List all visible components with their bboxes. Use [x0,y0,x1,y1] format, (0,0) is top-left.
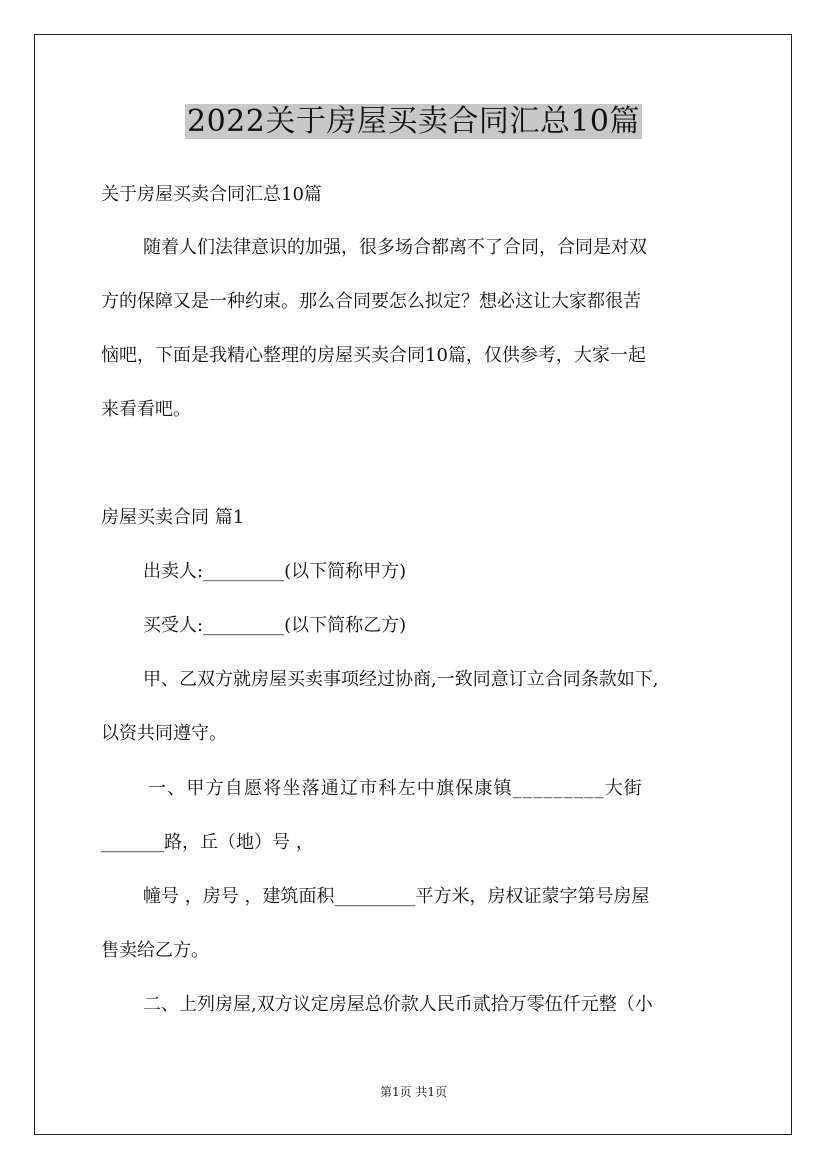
clause-two-line: 二、上列房屋,双方议定房屋总价款人民币贰拾万零伍仟元整（小 [143,994,653,1015]
paragraph-line: 以资共同遵守。 [101,723,227,744]
paragraph-line: 恼吧，下面是我精心整理的房屋买卖合同10篇，仅供参考，大家一起 [101,345,646,366]
seller-line: 出卖人:_________(以下简称甲方) [143,561,407,582]
document-title-row [0,100,827,144]
page-footer: 第1页 共1页 [379,1085,448,1099]
clause-one-line: 一、甲方自愿将坐落通辽市科左中旗保康镇_________大街 [148,778,643,799]
section-heading: 房屋买卖合同 篇1 [101,507,245,528]
buyer-line: 买受人:_________(以下简称乙方) [143,615,407,636]
paragraph-line: 幢号 ，房号 ，建筑面积_________平方米，房权证蒙字第号房屋 [143,886,650,907]
paragraph-line: 随着人们法律意识的加强，很多场合都离不了合同，合同是对双 [143,237,647,258]
paragraph-line: 售卖给乙方。 [101,940,209,961]
paragraph-line: 方的保障又是一种约束。那么合同要怎么拟定？想必这让大家都很苦 [101,291,641,312]
document-title: 2022关于房屋买卖合同汇总10篇 [186,104,641,139]
paragraph-line: 甲、乙双方就房屋买卖事项经过协商,一致同意订立合同条款如下, [143,669,659,690]
subtitle-line: 关于房屋买卖合同汇总10篇 [101,184,322,205]
paragraph-line: _______路，丘（地）号 ， [101,832,314,853]
paragraph-line: 来看看吧。 [101,399,191,420]
